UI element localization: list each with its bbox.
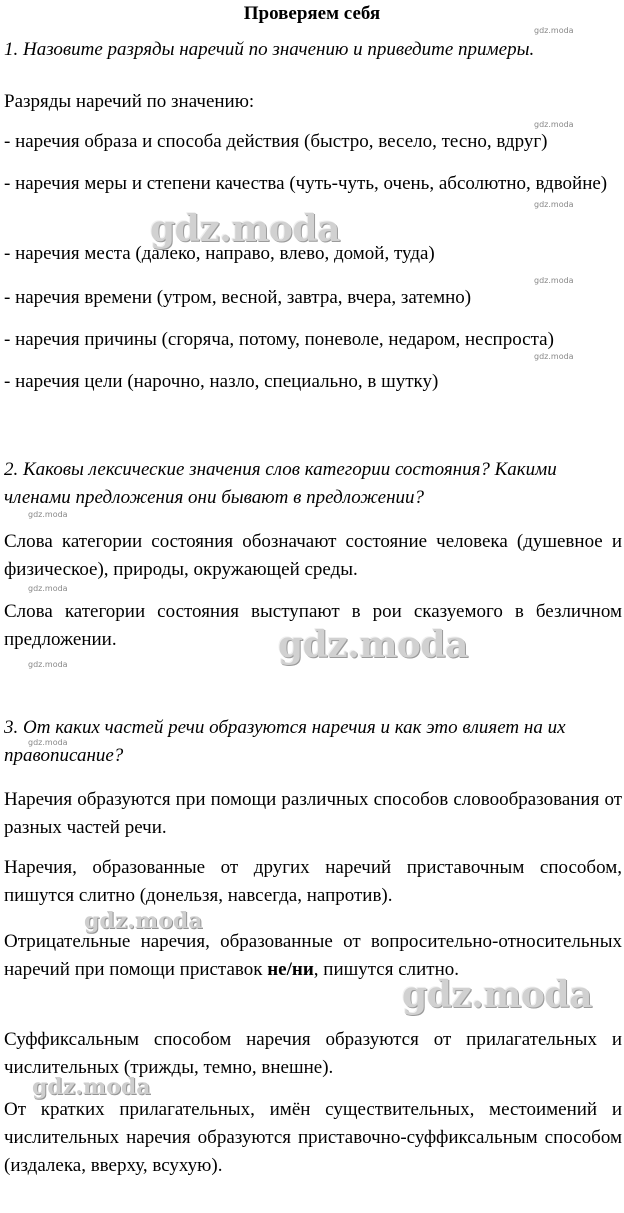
prefix-bold: не/ни (267, 959, 314, 980)
question-3: 3. От каких частей речи образуются наречия и как это влияет на их правописание? (4, 717, 566, 766)
watermark-small: gdz.moda (28, 584, 68, 593)
negative-text-after: , пишутся слитно. (313, 959, 460, 980)
watermark-large: gdz.moda (402, 974, 592, 1016)
watermark-large: gdz.moda (278, 624, 468, 666)
question-2: 2. Каковы лексические значения слов категории состояния? Какими членами предложения они бывают в предложении? (4, 459, 557, 508)
list-item: - наречия цели (нарочно, назло, специально, в шутку) (4, 371, 439, 392)
watermark-small: gdz.moda (534, 200, 574, 209)
question-1: 1. Назовите разряды наречий по значению и приведите примеры. (4, 39, 535, 60)
watermark-small: gdz.moda (28, 510, 68, 519)
answer-paragraph: От кратких прилагательных, имён существительных, местоимений и числительных наречия образуются приставочно-суффиксальным способом (издалека, вверху, всухую). (4, 1099, 622, 1176)
answer-paragraph: Наречия, образованные от других наречий приставочным способом, пишутся слитно (донельзя, навсегда, напротив). (4, 857, 622, 906)
negative-text-before: Отрицательные наречия, образованные от вопросительно-относительных наречий при помощи приставок (4, 931, 622, 980)
list-item: - наречия меры и степени качества (чуть-чуть, очень, абсолютно, вдвойне) (4, 173, 608, 194)
page-title: Проверяем себя (243, 3, 381, 24)
watermark-small: gdz.moda (28, 660, 68, 669)
watermark-small: gdz.moda (28, 738, 68, 747)
watermark-medium: gdz.moda (32, 1074, 151, 1100)
section1-intro: Разряды наречий по значению: (4, 91, 255, 112)
list-item: - наречия причины (сгоряча, потому, поневоле, недаром, неспроста) (4, 329, 554, 350)
watermark-small: gdz.moda (534, 352, 574, 361)
answer-paragraph: Слова категории состояния обозначают состояние человека (душевное и физическое), природы, окружающей среды. (4, 531, 622, 580)
watermark-medium: gdz.moda (84, 908, 203, 934)
watermark-large: gdz.moda (150, 208, 340, 250)
watermark-small: gdz.moda (534, 120, 574, 129)
list-item: - наречия образа и способа действия (быстро, весело, тесно, вдруг) (4, 131, 548, 152)
watermark-small: gdz.moda (534, 26, 574, 35)
answer-paragraph: Слова категории состояния выступают в рои сказуемого в безличном предложении. (4, 601, 622, 650)
list-item: - наречия времени (утром, весной, завтра, вчера, затемно) (4, 287, 472, 308)
watermark-small: gdz.moda (534, 276, 574, 285)
answer-paragraph: Наречия образуются при помощи различных способов словообразования от разных частей речи. (4, 789, 622, 838)
answer-paragraph: Суффиксальным способом наречия образуются от прилагательных и числительных (трижды, темно, внешне). (4, 1029, 622, 1078)
list-item: - наречия места (далеко, направо, влево, домой, туда) (4, 243, 435, 264)
